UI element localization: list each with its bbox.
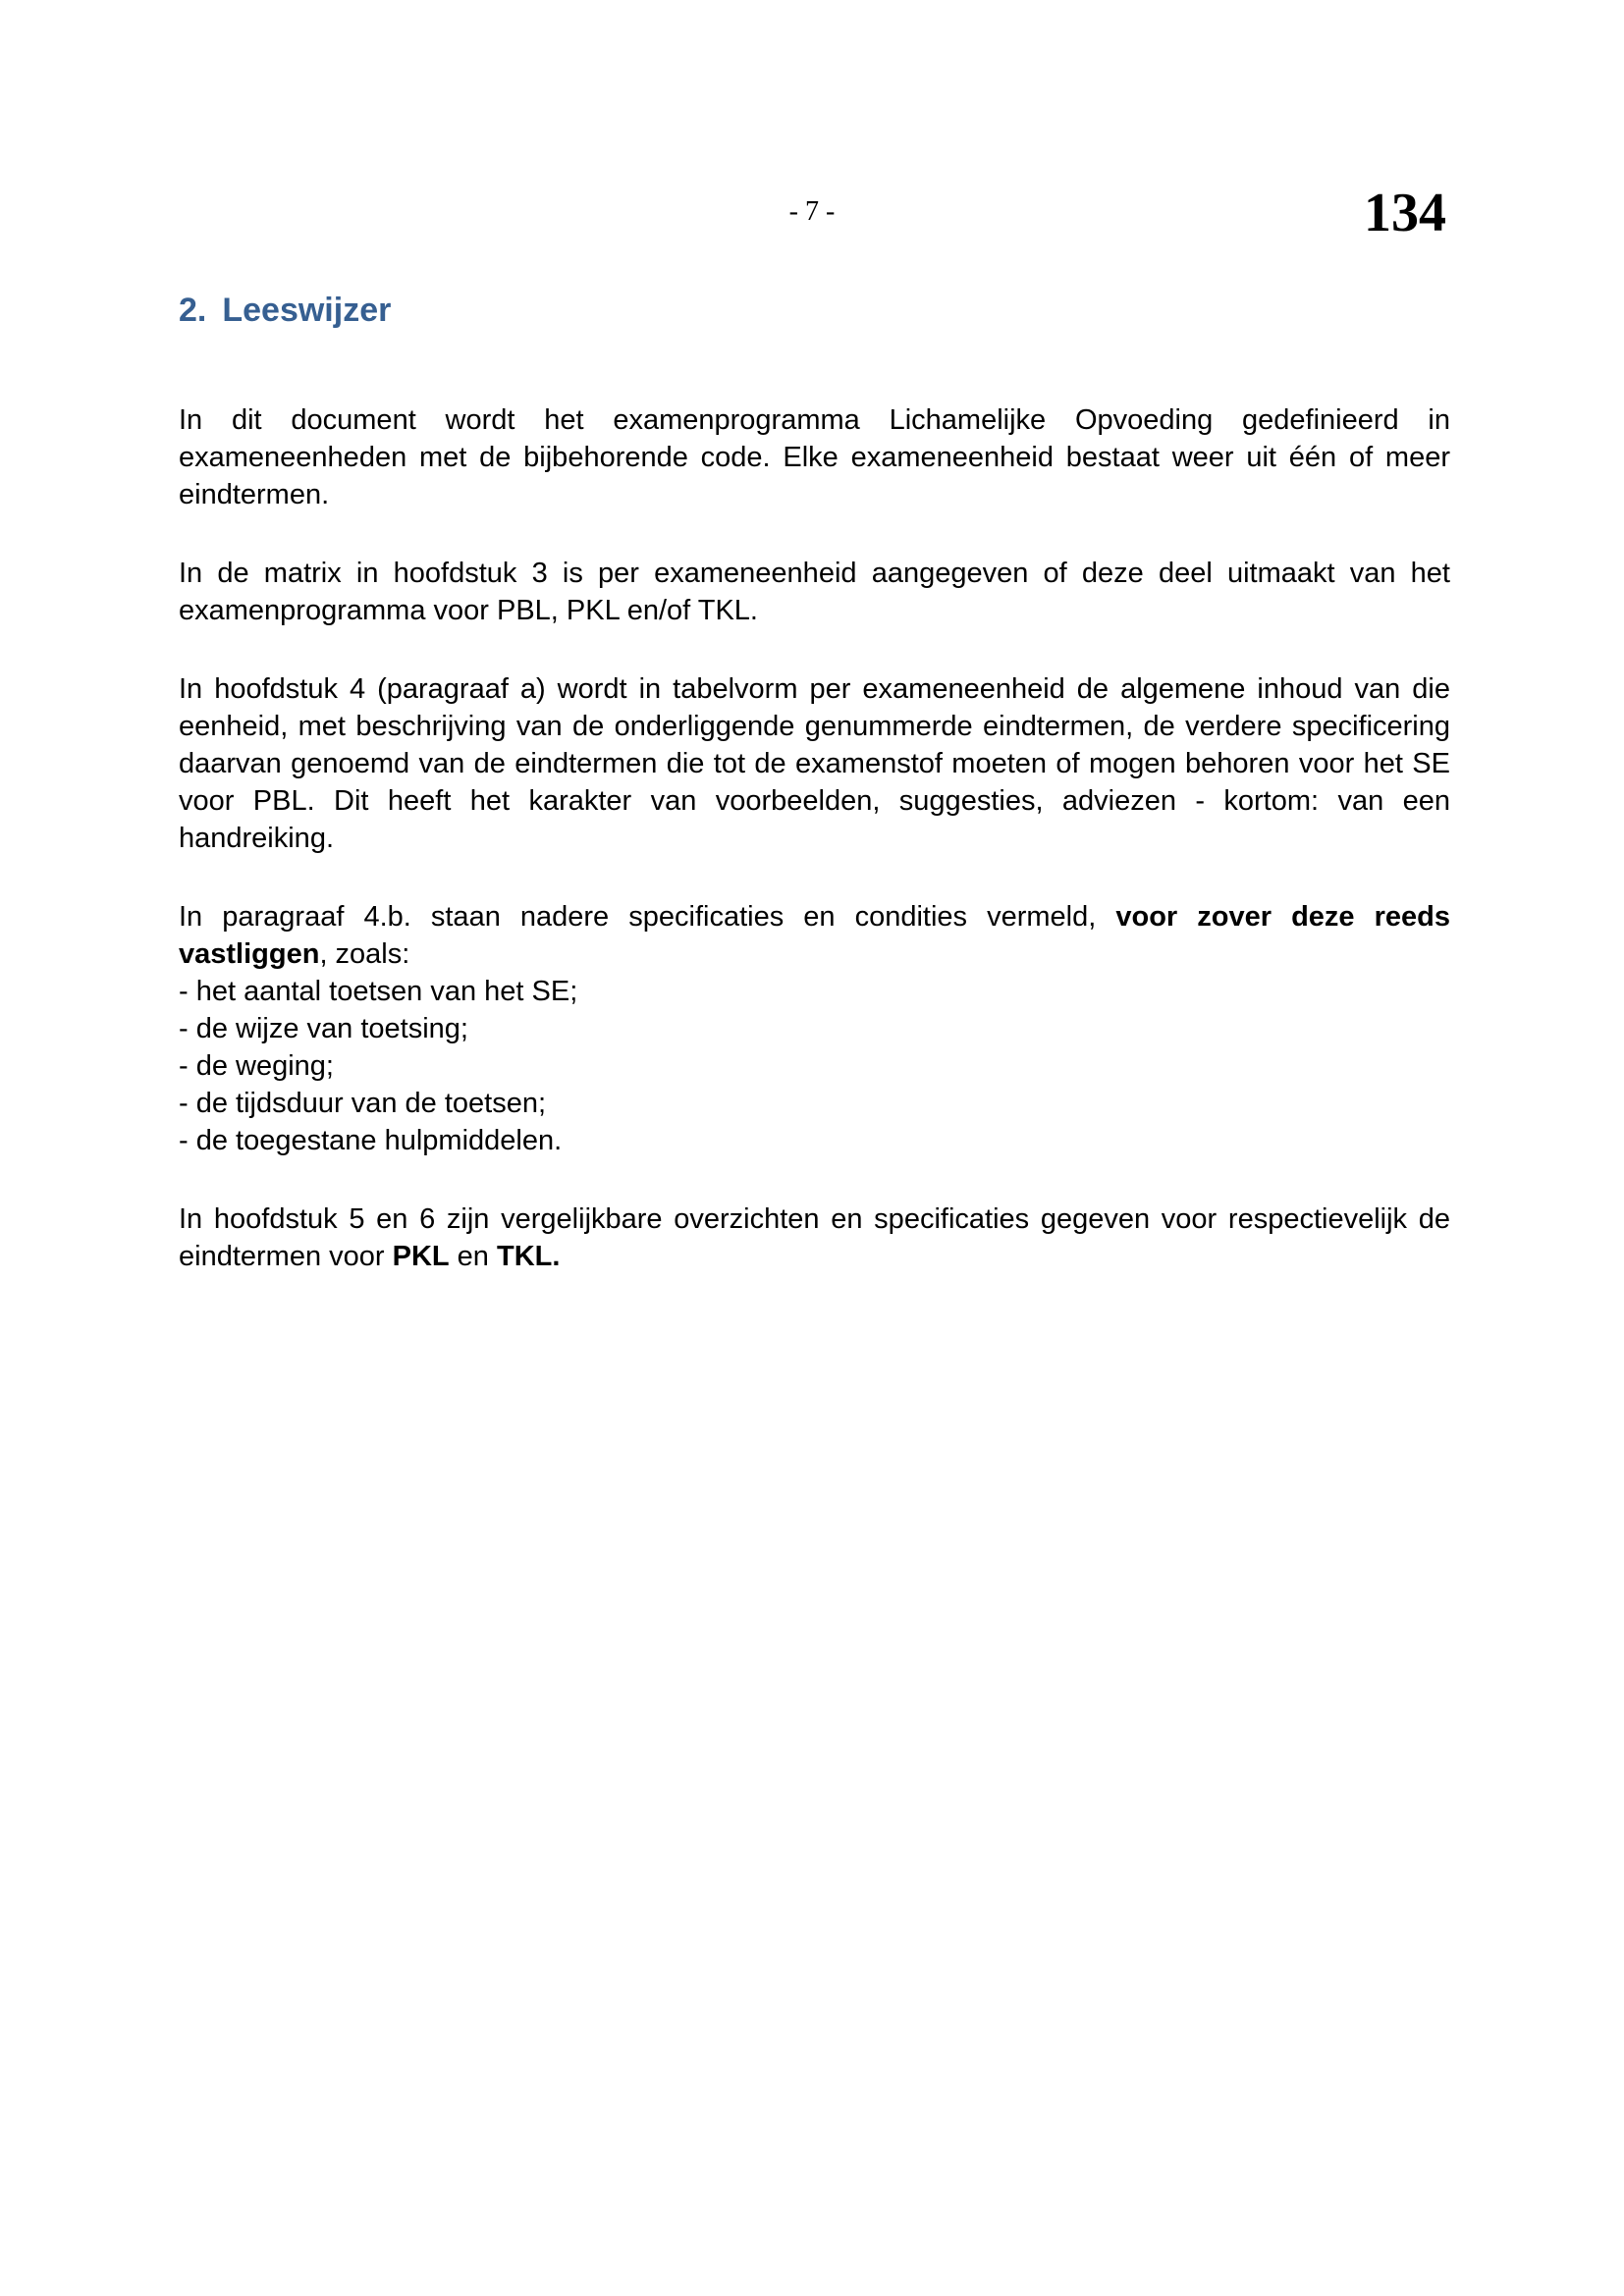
bold-emphasis-tkl: TKL.: [497, 1241, 561, 1272]
paragraph-text-tail: , zoals:: [319, 938, 410, 970]
paragraph-text-lead: In paragraaf 4.b. staan nadere specificaties en condities vermeld,: [179, 901, 1116, 933]
list-item: - het aantal toetsen van het SE;: [179, 976, 578, 1007]
bold-emphasis-vastliggen: voor zover deze reeds vastliggen: [179, 901, 1450, 970]
paragraph-document-intro: In dit document wordt het examenprogramma Lichamelijke Opvoeding gedefinieerd in exameneenheden met de bijbehorende code. Elke exameneenheid bestaat weer uit één of meer eindtermen.: [179, 404, 1450, 510]
heading-number: 2.: [179, 292, 207, 329]
list-item: - de tijdsduur van de toetsen;: [179, 1088, 547, 1119]
paragraph-hoofdstuk4: In hoofdstuk 4 (paragraaf a) wordt in tabelvorm per exameneenheid de algemene inhoud van die eenheid, met beschrijving van de onderliggende genummerde eindtermen, de verdere specificering daarvan genoemd van de eindtermen die tot de examenstof moeten of mogen behoren voor het SE voor PBL. Dit heeft het karakter van voorbeelden, suggesties, adviezen - kortom: van een handreiking.: [179, 673, 1450, 854]
paragraph-text-lead: In hoofdstuk 5 en 6 zijn vergelijkbare overzichten en specificaties gegeven voor respectievelijk de eindtermen voor: [179, 1203, 1450, 1272]
paragraph-text-mid: en: [449, 1241, 497, 1272]
paragraph-specificaties: [179, 898, 1450, 973]
section-heading: [179, 0, 1450, 332]
specification-list: [179, 973, 1450, 1159]
paragraph-matrix-hoofdstuk3: In de matrix in hoofdstuk 3 is per exameneenheid aangegeven of deze deel uitmaakt van het examenprogramma voor PBL, PKL en/of TKL.: [179, 558, 1450, 626]
heading-title: Leeswijzer: [222, 292, 392, 329]
list-item: - de wijze van toetsing;: [179, 1013, 468, 1044]
list-item: - de toegestane hulpmiddelen.: [179, 1125, 563, 1156]
paragraph-hoofdstuk56: [179, 1201, 1450, 1275]
list-item: - de weging;: [179, 1050, 334, 1082]
bold-emphasis-pkl: PKL: [392, 1241, 450, 1272]
stamp-number: 134: [1364, 183, 1446, 243]
page-number: - 7 -: [788, 196, 836, 227]
